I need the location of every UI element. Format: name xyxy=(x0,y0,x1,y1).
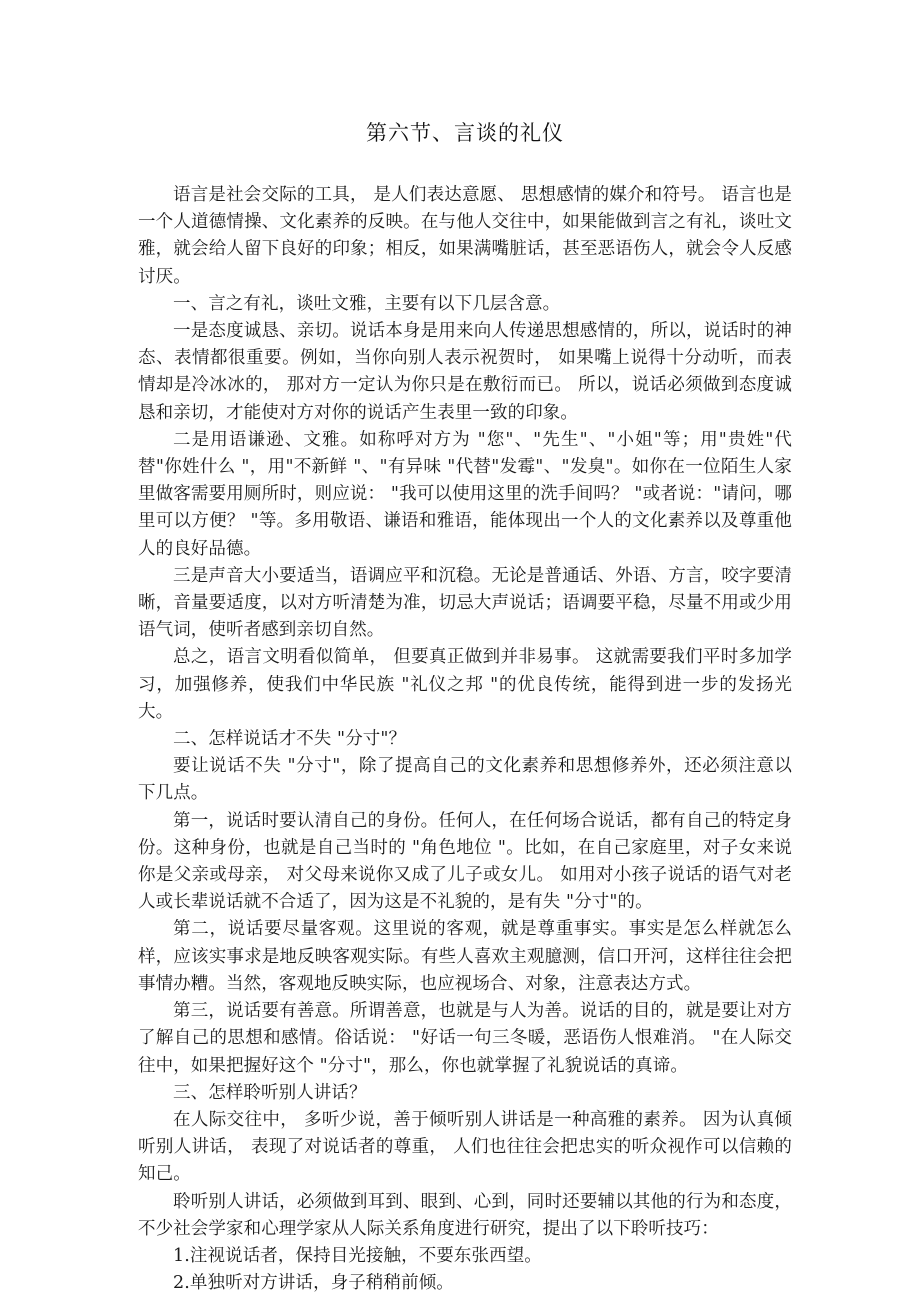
paragraph: 第三，说话要有善意。所谓善意，也就是与人为善。说话的目的，就是要让对方了解自己的思想和感情。俗话说： "好话一句三冬暖，恶语伤人恨难消。 "在人际交往中，如果把握好这个 "分寸"，那么，你也就掌握了礼貌说话的真谛。 xyxy=(138,1001,792,1076)
paragraph: 聆听别人讲话，必须做到耳到、眼到、心到，同时还要辅以其他的行为和态度，不少社会学家和心理学家从人际关系角度进行研究，提出了以下聆听技巧： xyxy=(138,1191,792,1239)
paragraph: 语言是社会交际的工具， 是人们表达意愿、 思想感情的媒介和符号。 语言也是一个人道德情操、文化素养的反映。在与他人交往中，如果能做到言之有礼，谈吐文雅，就会给人留下良好的印象；相反，如果满嘴脏话，甚至恶语伤人，就会令人反感讨厌。 xyxy=(138,185,792,287)
paragraph: 要让说话不失 "分寸"，除了提高自己的文化素养和思想修养外，还必须注意以下几点。 xyxy=(138,756,792,804)
paragraph: 第一，说话时要认清自己的身份。任何人，在任何场合说话，都有自己的特定身份。这种身份，也就是自己当时的 "角色地位 "。比如，在自己家庭里，对子女来说你是父亲或母亲， 对父母来说你又成了儿子或女儿。 如用对小孩子说话的语气对老人或长辈说话就不合适了，因为这是不礼貌的，是有失 "分寸"的。 xyxy=(138,810,792,913)
paragraph: 二是用语谦逊、文雅。如称呼对方为 "您"、"先生"、"小姐"等；用"贵姓"代替"你姓什么 "，用"不新鲜 "、"有异味 "代替"发霉"、"发臭"。如你在一位陌生人家里做客需要用厕所时，则应说： "我可以使用这里的洗手间吗？ "或者说："请问，哪里可以方便？ "等。多用敬语、谦语和雅语，能体现出一个人的文化素养以及尊重他人的良好品德。 xyxy=(138,429,792,559)
paragraph: 三、怎样聆听别人讲话？ xyxy=(173,1082,367,1103)
paragraph: 二、怎样说话才不失 "分寸"？ xyxy=(173,729,407,750)
paragraph: 一是态度诚恳、亲切。说话本身是用来向人传递思想感情的，所以，说话时的神态、表情都很重要。例如，当你向别人表示祝贺时， 如果嘴上说得十分动听，而表情却是冷冰冰的， 那对方一定认为你只是在敷衍而已。 所以，说话必须做到态度诚恳和亲切，才能使对方对你的说话产生表里一致的印象。 xyxy=(138,321,792,423)
paragraph: 第二，说话要尽量客观。这里说的客观，就是尊重事实。事实是怎么样就怎么样，应该实事求是地反映客观实际。有些人喜欢主观臆测，信口开河，这样往往会把事情办糟。当然，客观地反映实际，也应视场合、对象，注意表达方式。 xyxy=(138,919,792,994)
paragraph: 三是声音大小要适当，语调应平和沉稳。无论是普通话、外语、方言，咬字要清晰，音量要适度，以对方听清楚为准，切忌大声说话；语调要平稳，尽量不用或少用语气词，使听者感到亲切自然。 xyxy=(138,565,792,641)
document-body xyxy=(138,118,792,1297)
paragraph: 一、言之有礼，谈吐文雅，主要有以下几层含意。 xyxy=(173,293,561,314)
paragraph: 在人际交往中， 多听少说，善于倾听别人讲话是一种高雅的素养。 因为认真倾听别人讲话， 表现了对说话者的尊重， 人们也往往会把忠实的听众视作可以信赖的知己。 xyxy=(138,1109,792,1185)
list-item: 2.单独听对方讲话，身子稍稍前倾。 xyxy=(173,1273,454,1294)
list-item: 1.注视说话者，保持目光接触，不要东张西望。 xyxy=(173,1245,542,1266)
paragraph: 总之，语言文明看似简单， 但要真正做到并非易事。 这就需要我们平时多加学习，加强修养，使我们中华民族 "礼仪之邦 "的优良传统，能得到进一步的发扬光大。 xyxy=(138,647,792,722)
page-title: 第六节、言谈的礼仪 xyxy=(366,121,564,145)
